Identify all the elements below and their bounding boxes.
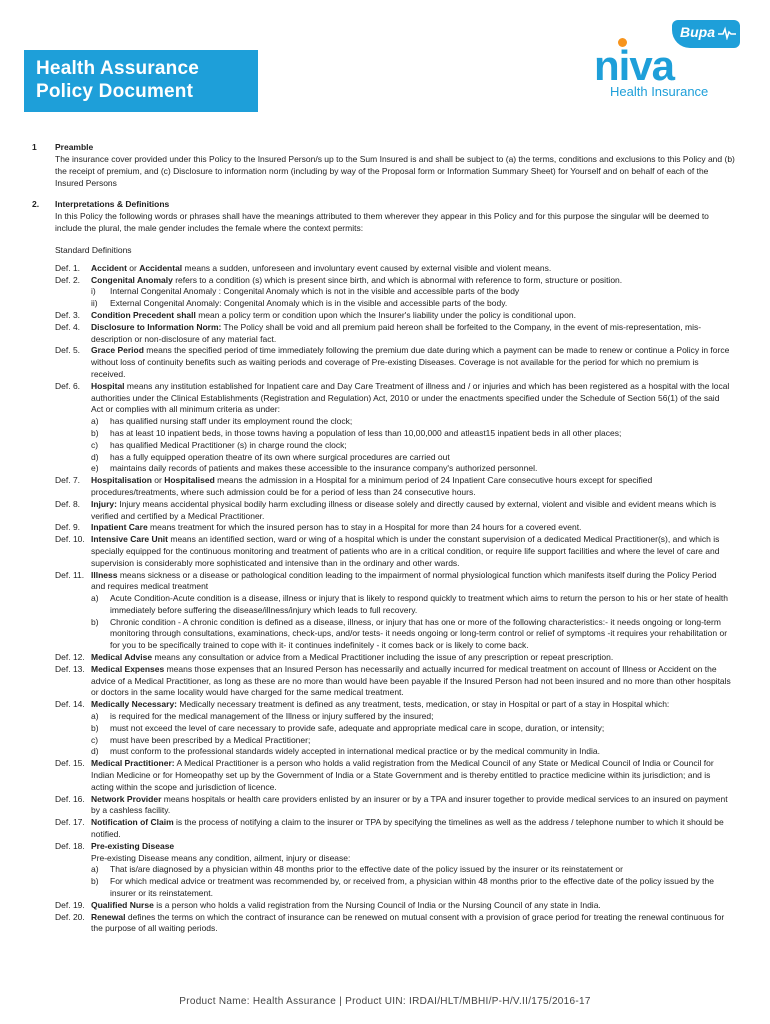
definition-term: Grace Period [91,345,144,356]
section-preamble-heading [0,142,770,154]
sub-item-text: has qualified Medical Practitioner (s) in charge round the clock; [110,439,347,450]
definition-number: Def. 18. [55,840,85,851]
definition-number: Def. 7. [55,475,81,486]
preamble-text: The insurance cover provided under this Policy to the Insured Person/s up to the Sum Insured is and shall be subject to (a) the terms, conditions and exclusions to this Policy and (b) the receipt of premium, and (c) Disclosure to information norm (including by way of the Proposal form or Information Summary Sheet) for Yourself and on behalf of each of the Insured Persons [55,154,735,188]
definition-text: A Medical Practitioner is a person who holds a valid registration from the Medical Council of any State or Medical Council of India or Council for Indian Medicine or for Homeopathy set up by the Government of India or a State Government and is thereby entitled to practice medicine within its jurisdiction; and is acting within the scope and jurisdiction of licence. [91,758,714,792]
sub-item-marker: b) [91,616,99,627]
definition-term: Medical Advise [91,652,153,663]
section-title: Preamble [55,142,94,152]
definition-sub-item [0,876,730,900]
definition-text: refers to a condition (s) which is present since birth, and which is abnormal with reference to form, structure or position. [172,274,623,285]
definition-number: Def. 5. [55,345,81,356]
definition-term: Pre-existing Disease [91,840,175,851]
definition-text: means any institution established for Inpatient care and Day Care Treatment of illness and / or injuries and which has been registered as a hospital with the local authorities under the Clinical Establishments (Registration and Regulation) Act, 2010 or under the enactments specified under the Schedule of Section 56(1) of the said Act or complies with all minimum criteria as under: [91,380,730,415]
definition-number: Def. 10. [55,534,85,545]
definition-number: Def. 9. [55,522,81,533]
definition-item [0,475,731,499]
definition-item [0,758,731,793]
sub-item-text: must not exceed the level of care necessary to provide safe, adequate and appropriate medical care in scope, duration, or intensity; [110,722,605,733]
definition-term: Qualified Nurse [91,899,154,910]
definition-number: Def. 4. [55,321,81,332]
sub-item-marker: a) [91,416,99,427]
definition-term: Medically Necessary: [91,699,177,710]
definition-text: means the specified period of time immediately following the premium due date during which a payment can be made to renew or continue a Policy in force without loss of continuity benefits such as waiting periods and coverage of Pre-existing Diseases. Coverage is not available for the period for which no premium is received. [91,345,730,379]
definition-sub-item [0,463,730,475]
sub-item-text: maintains daily records of patients and makes these accessible to the insurance company's authorized personnel. [110,463,538,474]
definition-number: Def. 8. [55,498,81,509]
definition-term: Hospitalised [164,475,215,486]
definition-number: Def. 15. [55,758,85,769]
page-footer: Product Name: Health Assurance | Product UIN: IRDAI/HLT/MBHI/P-H/V.II/175/2016-17 [179,996,591,1007]
definition-term: Intensive Care Unit [91,534,168,545]
definition-connector: or [126,262,140,273]
definition-sub-item [0,298,730,310]
sub-item-text: has qualified nursing staff under its employment round the clock; [110,416,353,427]
sub-item-marker: b) [91,876,99,887]
definition-item [0,912,731,936]
definition-item [0,817,731,841]
definition-item [0,263,731,275]
definition-text: means hospitals or health care providers enlisted by an insurer or by a TPA and insurer together to provide medical services to an insured on payment by a cashless facility. [91,793,728,816]
bupa-logo-text: Bupa [680,24,715,40]
niva-logo-text: niva [594,42,675,89]
definition-sub-item [0,864,730,876]
definition-term: Accident [91,262,127,273]
definition-sub-item [0,286,730,298]
sub-item-marker: d) [91,746,99,757]
definition-item [0,322,731,346]
section-interpretations-heading [0,199,770,211]
definition-text: means those expenses that an Insured Person has necessarily and actually incurred for medical treatment on account of Illness or Accident on the advice of a Medical Practitioner, as long as these are no more than would have been payable if the Insured Person had not been insured and no more than other hospitals or doctors in the same locality would have charged for the same medical treatment. [91,663,731,698]
definition-item [0,381,731,416]
sub-item-text: must conform to the professional standards widely accepted in international medical practice or by the medical community in India. [110,746,600,757]
definition-text: defines the terms on which the contract of insurance can be renewed on mutual consent with a provision of grace period for treating the renewal continuous for the purpose of all waiting periods. [91,911,725,934]
definition-text: Injury means accidental physical bodily harm excluding illness or disease solely and directly caused by external, violent and visible and evident means which is verified and certified by a Medical Practitioner. [91,498,717,521]
definition-number: Def. 19. [55,899,85,910]
definition-text: means the admission in a Hospital for a minimum period of 24 Inpatient Care consecutive hours except for specified procedures/treatments, where such admission could be for a period of less than 24 consecutive hours. [91,475,653,497]
definition-item [0,310,731,322]
definition-sub-item [0,746,730,758]
section-number: 1 [32,142,37,152]
definitions-list [0,263,770,935]
definition-sub-item [0,428,730,440]
definition-number: Def. 6. [55,380,81,391]
definition-text: is the process of notifying a claim to the insurer or TPA by specifying the timelines as well as the address / telephone number to which it should be notified. [91,817,724,840]
definition-term: Medical Expenses [91,663,165,674]
interpretations-text: In this Policy the following words or phrases shall have the meanings attributed to them wherever they appear in this Policy and for this purpose the singular will be deemed to include the plural, the male gender includes the female where the context permits: [55,211,709,234]
section-number: 2. [32,199,40,210]
definition-item [0,522,731,534]
definition-text: mean a policy term or condition upon which the Insurer's liability under the policy is conditional upon. [195,309,576,320]
definition-term: Disclosure to Information Norm: [91,321,222,332]
definition-term: Illness [91,569,118,580]
definition-sub-item [0,452,730,464]
definition-sub-item [0,416,730,428]
logo-tagline: Health Insurance [610,84,709,99]
sub-item-text: has a fully equipped operation theatre of its own where surgical procedures are carried out [110,451,450,462]
policy-body [0,142,770,935]
sub-item-text: is required for the medical management of the Illness or injury suffered by the insured; [110,711,434,722]
section-title: Interpretations & Definitions [55,199,170,210]
definition-text: Medically necessary treatment is defined as any treatment, tests, medication, or stay in Hospital or part of a stay in Hospital which: [177,699,670,710]
definition-item [0,499,731,523]
definition-number: Def. 2. [55,274,81,285]
sub-item-marker: a) [91,864,99,875]
sub-item-marker: d) [91,451,99,462]
title-banner [24,50,258,112]
definition-number: Def. 17. [55,817,85,828]
sub-item-text: Chronic condition - A chronic condition is defined as a disease, illness, or injury that has one or more of the following characteristics:- it needs ongoing or long-term monitoring through consultations, examinations, check-ups, and/or tests- it needs ongoing or long-term control or relief of symptoms -it requires your rehabilitation or for you to be specifically trained to cope with it- it continues indefinitely - it comes back or is likely to come back. [110,616,728,651]
definition-connector: or [151,475,165,486]
definition-sub-item [0,593,730,617]
definition-text: means a sudden, unforeseen and involuntary event caused by external visible and violent means. [182,262,552,273]
definition-item [0,794,731,818]
sub-item-text: Acute Condition-Acute condition is a disease, illness or injury that is likely to respond quickly to treatment which aims to return the person to his or her state of health immediately before suffering the disease/illness/injury which leads to full recovery. [110,593,728,615]
sub-item-marker: ii) [91,298,98,309]
definition-number: Def. 16. [55,793,85,804]
definition-lead: Pre-existing Disease means any condition, ailment, injury or disease: [91,852,351,863]
sub-item-marker: i) [91,286,96,297]
definition-sub-item [0,735,730,747]
sub-item-marker: b) [91,722,99,733]
sub-item-text: External Congenital Anomaly: Congenital Anomaly which is in the visible and accessible parts of the body. [110,298,508,309]
definition-item [0,664,731,699]
definition-term: Notification of Claim [91,817,174,828]
sub-item-text: has at least 10 inpatient beds, in those towns having a population of less than 10,00,000 and atleast15 inpatient beds in all other places; [110,427,622,438]
definition-number: Def. 13. [55,663,85,674]
definition-sub-item [0,440,730,452]
definition-term: Medical Practitioner: [91,758,175,769]
heartbeat-icon [718,26,736,40]
definition-term: Hospitalisation [91,475,152,486]
sub-item-text: Internal Congenital Anomaly : Congenital Anomaly which is not in the visible and accessible parts of the body [110,286,520,297]
definition-sub-item [0,711,730,723]
definition-term: Network Provider [91,793,162,804]
sub-item-marker: a) [91,711,99,722]
definition-term: Injury: [91,498,117,509]
definition-text: is a person who holds a valid registration from the Nursing Council of India or the Nursing Council of any state in India. [153,899,601,910]
sub-item-text: For which medical advice or treatment was recommended by, or received from, a physician within 48 months prior to the effective date of the policy issued by the insurer or its reinstatement. [110,876,714,899]
document-title-line1: Health Assurance [36,58,200,79]
sub-item-marker: c) [91,439,99,450]
sub-item-text: That is/are diagnosed by a physician within 48 months prior to the effective date of the policy issued by the insurer or its reinstatement or [110,864,623,875]
sub-item-marker: e) [91,463,99,474]
definition-number: Def. 12. [55,652,85,663]
definition-term: Inpatient Care [91,522,148,533]
company-logo [590,20,760,105]
sub-item-text: must have been prescribed by a Medical Practitioner; [110,734,311,745]
bupa-badge [672,20,740,48]
definition-text: means an identified section, ward or wing of a hospital which is under the constant supervision of a dedicated Medical Practitioner(s), and which is specially equipped for the continuous monitoring and treatment of patients who are in a critical condition, or require life support facilities and where the level of care and supervision is considerably more sophisticated and intensive than in the ordinary and other wards. [91,534,720,568]
definition-term: Hospital [91,380,125,391]
definition-text: means any consultation or advice from a Medical Practitioner including the issue of any prescription or repeat prescription. [152,652,614,663]
standard-definitions-heading: Standard Definitions [55,244,132,255]
definition-number: Def. 3. [55,309,81,320]
definition-text: means treatment for which the insured person has to stay in a Hospital for more than 24 hours for a covered event. [147,522,582,533]
definition-number: Def. 14. [55,699,85,710]
definition-item [0,534,731,569]
definition-item [0,652,731,664]
definition-term: Renewal [91,911,126,922]
sub-item-marker: c) [91,734,99,745]
sub-item-marker: b) [91,427,99,438]
definition-sub-item [0,723,730,735]
document-title-line2: Policy Document [36,81,194,102]
definition-item [0,900,731,912]
definition-term: Condition Precedent shall [91,309,196,320]
definition-item [0,699,731,711]
definition-number: Def. 20. [55,911,85,922]
definition-term: Congenital Anomaly [91,274,173,285]
definition-text: means sickness or a disease or pathological condition leading to the impairment of normal physiological function which manifests itself during the Policy Period and requires medical treatment [91,569,717,592]
definition-number: Def. 1. [55,262,81,273]
definition-text: The Policy shall be void and all premium paid hereon shall be forfeited to the Company, in the event of mis-representation, mis-description or non-disclosure of any material fact. [91,321,702,344]
definition-item [0,275,731,287]
definition-sub-item [0,617,730,652]
definition-number: Def. 11. [55,569,85,580]
definition-item [0,570,731,594]
definition-item [0,841,731,853]
definition-item [0,345,731,380]
sub-item-marker: a) [91,593,99,604]
definition-term: Accidental [139,262,183,273]
